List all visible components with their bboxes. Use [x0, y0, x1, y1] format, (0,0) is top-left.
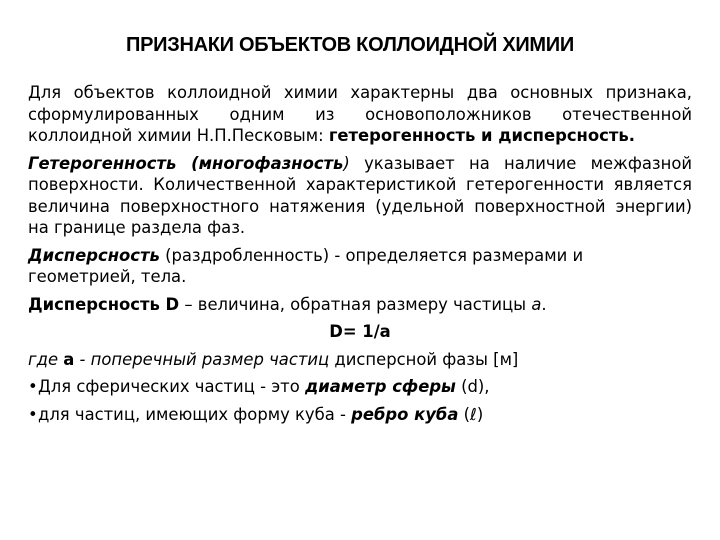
bullet-icon: •: [28, 377, 38, 396]
heterogeneity-text: указывает на наличие межфазной поверхности. Количественной характеристикой гетерогенности является величина поверхностного натяжения (удельной поверхностной энергии) на границе раздела фаз.: [28, 153, 692, 237]
bullet-sphere-end: (d),: [455, 377, 490, 396]
bullet-cube-symbol: ℓ: [470, 404, 477, 424]
intro-bold: гетерогенность и дисперсность.: [328, 126, 635, 145]
dispersity-d-text: – величина, обратная размеру частицы: [179, 294, 532, 314]
dispersity-d-end: .: [541, 294, 547, 314]
paragraph-dispersity-d: [28, 294, 692, 316]
paragraph-heterogeneity: [28, 153, 692, 239]
bullet-cube-content: [38, 404, 483, 426]
heterogeneity-paren: ): [343, 153, 350, 173]
bullet-sphere-text: Для сферических частиц - это: [38, 377, 305, 396]
where-mid: - поперечный размер частиц: [74, 349, 330, 369]
slide-title: ПРИЗНАКИ ОБЪЕКТОВ КОЛЛОИДНОЙ ХИМИИ: [126, 34, 574, 56]
dispersity-d-term: Дисперсность D: [28, 294, 180, 314]
bullet-cube-term: ребро куба: [351, 404, 459, 424]
formula: D= 1/a: [329, 322, 391, 341]
bullet-cube-paren: (: [458, 404, 471, 424]
dispersity-d-var: a: [531, 294, 542, 314]
bullet-sphere-content: [38, 376, 490, 398]
intro-text: Для объектов коллоидной химии характерны два основных признака, сформулированных одним из основоположников отечественной коллоидной химии Н.П.Песковым:: [28, 83, 692, 145]
where-var: a: [63, 349, 75, 369]
bullet-item-sphere: [28, 376, 692, 398]
bullet-sphere-term: диаметр сферы: [304, 377, 456, 396]
dispersity-term: Дисперсность: [28, 245, 160, 265]
bullet-cube-text: для частиц, имеющих форму куба -: [38, 404, 352, 424]
bullet-cube-end: ): [476, 404, 484, 424]
slide-content: [28, 82, 692, 431]
bullet-item-cube: [28, 404, 692, 426]
bullet-icon: •: [28, 404, 38, 424]
paragraph-dispersity: [28, 245, 692, 288]
where-pre: где: [28, 349, 64, 369]
where-text: дисперсной фазы [м]: [329, 349, 519, 369]
paragraph-where: [28, 349, 692, 371]
heterogeneity-term: Гетерогенность (многофазность: [28, 153, 344, 173]
dispersity-text: (раздробленность) - определяется размерами и геометрией, тела.: [28, 245, 584, 286]
paragraph-intro: [28, 82, 692, 147]
